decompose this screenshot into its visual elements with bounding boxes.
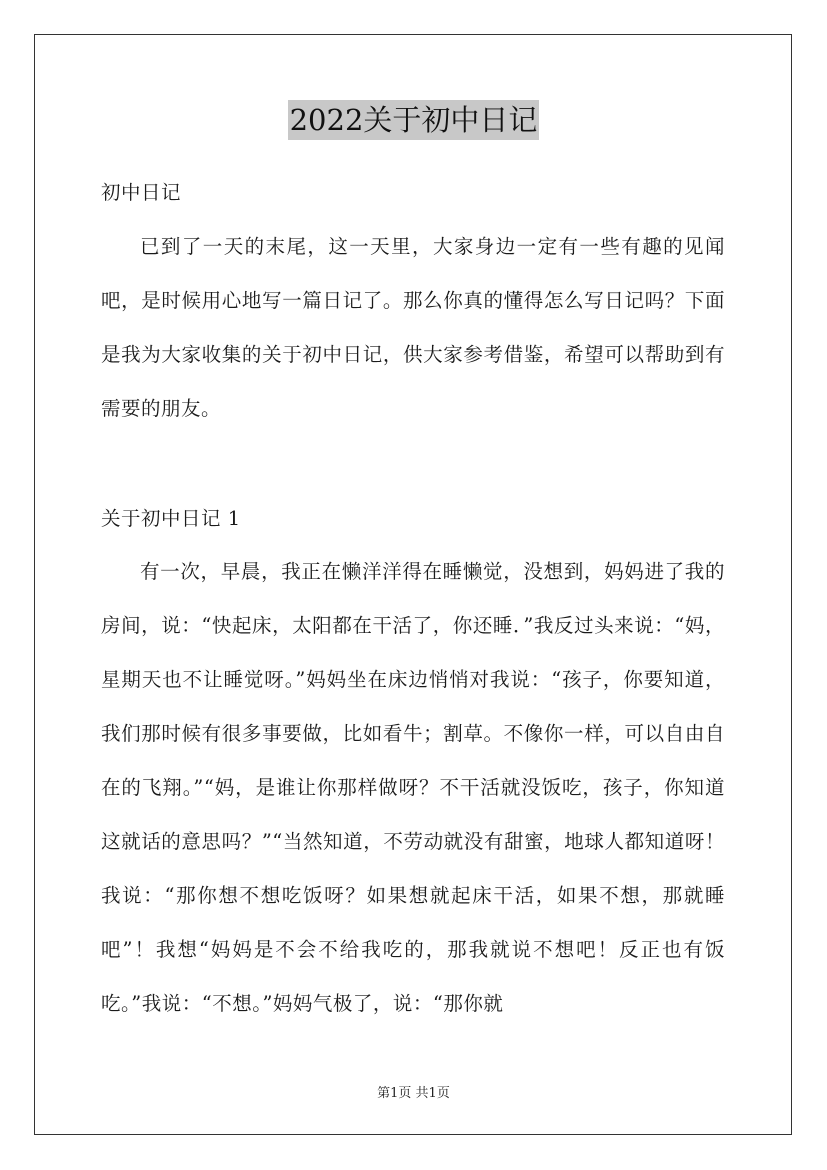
section-label: 初中日记 [101,181,182,204]
entry-paragraph: 有一次，早晨，我正在懒洋洋得在睡懒觉，没想到，妈妈进了我的房间，说：“快起床，太阳都在干活了，你还睡．”我反过头来说：“妈，星期天也不让睡觉呀。”妈妈坐在床边悄悄对我说：“孩子，你要知道，我们那时候有很多事要做，比如看牛；割草。不像你一样，可以自由自在的飞翔。”“妈，是谁让你那样做呀？不干活就没饭吃，孩子，你知道这就话的意思吗？”“当然知道，不劳动就没有甜蜜，地球人都知道呀！我说：“那你想不想吃饭呀？如果想就起床干活，如果不想，那就睡吧”！我想“妈妈是不会不给我吃的，那我就说不想吧！反正也有饭吃。”我说：“不想。”妈妈气极了，说：“那你就 [101,560,725,1015]
page-footer: 第1页 共1页 [377,1086,450,1101]
entry-heading: 关于初中日记 1 [101,507,241,530]
document-title: 2022关于初中日记 [288,100,540,140]
title-container [0,100,827,140]
intro-paragraph: 已到了一天的末尾，这一天里，大家身边一定有一些有趣的见闻吧，是时候用心地写一篇日记了。那么你真的懂得怎么写日记吗？下面是我为大家收集的关于初中日记，供大家参考借鉴，希望可以帮助到有需要的朋友。 [101,235,725,420]
entry-section [101,545,725,1031]
intro-section [101,220,725,436]
